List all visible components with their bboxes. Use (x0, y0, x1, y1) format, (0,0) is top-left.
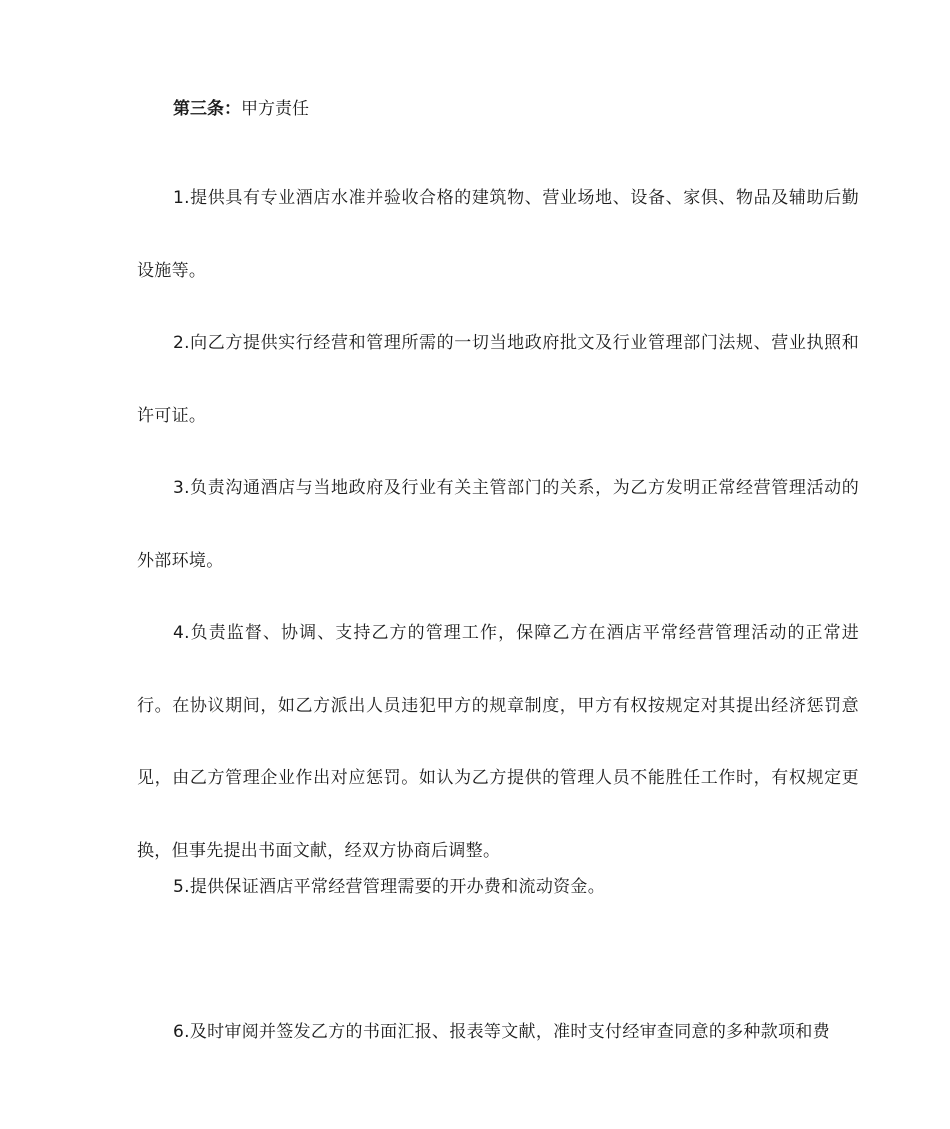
clause-5: 5.提供保证酒店平常经营管理需要的开办费和流动资金。 (173, 877, 606, 897)
clause-1: 1.提供具有专业酒店水准并验收合格的建筑物、营业场地、设备、家俱、物品及辅助后勤设施等。 (137, 188, 859, 281)
article-heading (173, 96, 309, 122)
clause-2: 2.向乙方提供实行经营和管理所需的一切当地政府批文及行业管理部门法规、营业执照和许可证。 (137, 333, 859, 426)
article-number: 第三条： (173, 99, 241, 119)
clause-4: 4.负责监督、协调、支持乙方的管理工作，保障乙方在酒店平常经营管理活动的正常进行。在协议期间，如乙方派出人员违犯甲方的规章制度，甲方有权按规定对其提出经济惩罚意见，由乙方管理企业作出对应惩罚。如认为乙方提供的管理人员不能胜任工作时，有权规定更换，但事先提出书面文献，经双方协商后调整。 (137, 623, 859, 861)
article-title: 甲方责任 (241, 99, 309, 119)
clause-6: 6.及时审阅并签发乙方的书面汇报、报表等文献，准时支付经审查同意的多种款项和费 (173, 1022, 830, 1042)
clause-3: 3.负责沟通酒店与当地政府及行业有关主管部门的关系，为乙方发明正常经营管理活动的外部环境。 (137, 478, 859, 571)
